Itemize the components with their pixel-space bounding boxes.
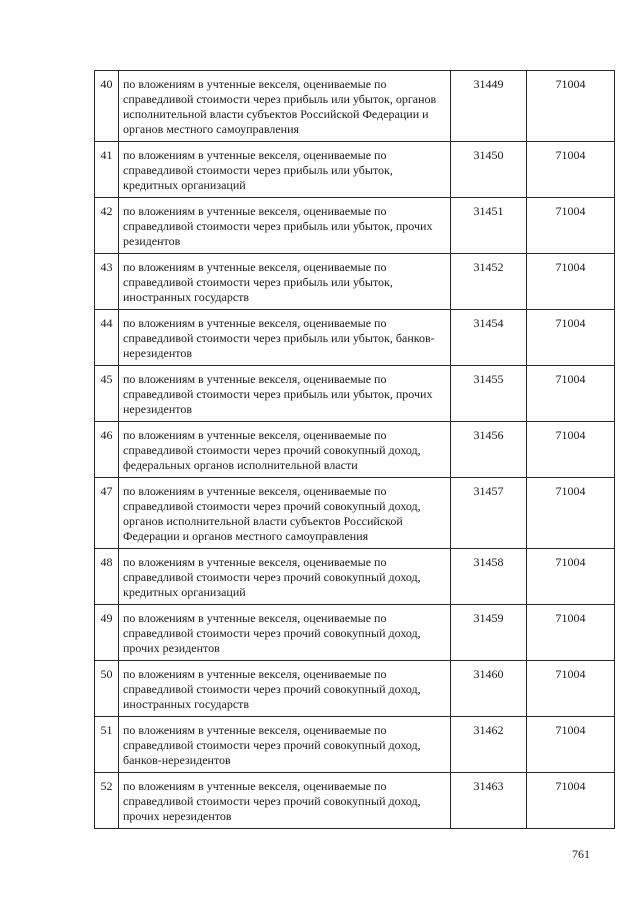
row-number: 41 (95, 142, 119, 198)
row-symbol-code: 31460 (451, 661, 527, 717)
row-description: по вложениям в учтенные векселя, оцениваемые по справедливой стоимости через прочий совокупный доход, прочих нерезидентов (119, 773, 451, 829)
table-row (95, 366, 615, 422)
table-row (95, 605, 615, 661)
row-symbol-code: 31454 (451, 310, 527, 366)
row-symbol-code: 31462 (451, 717, 527, 773)
row-number: 45 (95, 366, 119, 422)
row-symbol-code: 31463 (451, 773, 527, 829)
row-description: по вложениям в учтенные векселя, оцениваемые по справедливой стоимости через прибыль или убыток, прочих нерезидентов (119, 366, 451, 422)
row-number: 50 (95, 661, 119, 717)
row-account-number: 71004 (527, 310, 615, 366)
row-number: 47 (95, 478, 119, 549)
row-description: по вложениям в учтенные векселя, оцениваемые по справедливой стоимости через прочий совокупный доход, прочих резидентов (119, 605, 451, 661)
table-row (95, 478, 615, 549)
row-account-number: 71004 (527, 661, 615, 717)
row-description: по вложениям в учтенные векселя, оцениваемые по справедливой стоимости через прибыль или убыток, банков-нерезидентов (119, 310, 451, 366)
table-row (95, 71, 615, 142)
row-number: 49 (95, 605, 119, 661)
table-row (95, 142, 615, 198)
table-row (95, 773, 615, 829)
codes-table-body (95, 71, 615, 829)
row-account-number: 71004 (527, 549, 615, 605)
row-symbol-code: 31449 (451, 71, 527, 142)
row-number: 52 (95, 773, 119, 829)
row-number: 42 (95, 198, 119, 254)
row-description: по вложениям в учтенные векселя, оцениваемые по справедливой стоимости через прочий совокупный доход, федеральных органов исполнительной власти (119, 422, 451, 478)
row-account-number: 71004 (527, 605, 615, 661)
table-row (95, 422, 615, 478)
row-symbol-code: 31455 (451, 366, 527, 422)
row-account-number: 71004 (527, 773, 615, 829)
table-row (95, 661, 615, 717)
row-description: по вложениям в учтенные векселя, оцениваемые по справедливой стоимости через прочий совокупный доход, банков-нерезидентов (119, 717, 451, 773)
row-number: 40 (95, 71, 119, 142)
row-number: 44 (95, 310, 119, 366)
table-row (95, 549, 615, 605)
row-symbol-code: 31452 (451, 254, 527, 310)
table-row (95, 198, 615, 254)
row-symbol-code: 31459 (451, 605, 527, 661)
table-row (95, 310, 615, 366)
row-description: по вложениям в учтенные векселя, оцениваемые по справедливой стоимости через прочий совокупный доход, кредитных организаций (119, 549, 451, 605)
row-symbol-code: 31457 (451, 478, 527, 549)
codes-table (94, 70, 615, 829)
row-description: по вложениям в учтенные векселя, оцениваемые по справедливой стоимости через прибыль или убыток, органов исполнительной власти субъектов Российской Федерации и органов местного самоуправления (119, 71, 451, 142)
row-number: 43 (95, 254, 119, 310)
row-symbol-code: 31451 (451, 198, 527, 254)
row-description: по вложениям в учтенные векселя, оцениваемые по справедливой стоимости через прибыль или убыток, кредитных организаций (119, 142, 451, 198)
row-number: 46 (95, 422, 119, 478)
row-description: по вложениям в учтенные векселя, оцениваемые по справедливой стоимости через прочий совокупный доход, органов исполнительной власти субъектов Российской Федерации и органов местного самоуправления (119, 478, 451, 549)
table-row (95, 254, 615, 310)
row-description: по вложениям в учтенные векселя, оцениваемые по справедливой стоимости через прибыль или убыток, иностранных государств (119, 254, 451, 310)
row-account-number: 71004 (527, 366, 615, 422)
row-number: 48 (95, 549, 119, 605)
row-account-number: 71004 (527, 478, 615, 549)
row-account-number: 71004 (527, 198, 615, 254)
row-symbol-code: 31456 (451, 422, 527, 478)
table-row (95, 717, 615, 773)
row-account-number: 71004 (527, 717, 615, 773)
row-description: по вложениям в учтенные векселя, оцениваемые по справедливой стоимости через прочий совокупный доход, иностранных государств (119, 661, 451, 717)
row-account-number: 71004 (527, 422, 615, 478)
row-account-number: 71004 (527, 71, 615, 142)
row-symbol-code: 31458 (451, 549, 527, 605)
page-number: 761 (572, 847, 590, 861)
row-description: по вложениям в учтенные векселя, оцениваемые по справедливой стоимости через прибыль или убыток, прочих резидентов (119, 198, 451, 254)
row-symbol-code: 31450 (451, 142, 527, 198)
row-account-number: 71004 (527, 254, 615, 310)
row-account-number: 71004 (527, 142, 615, 198)
row-number: 51 (95, 717, 119, 773)
